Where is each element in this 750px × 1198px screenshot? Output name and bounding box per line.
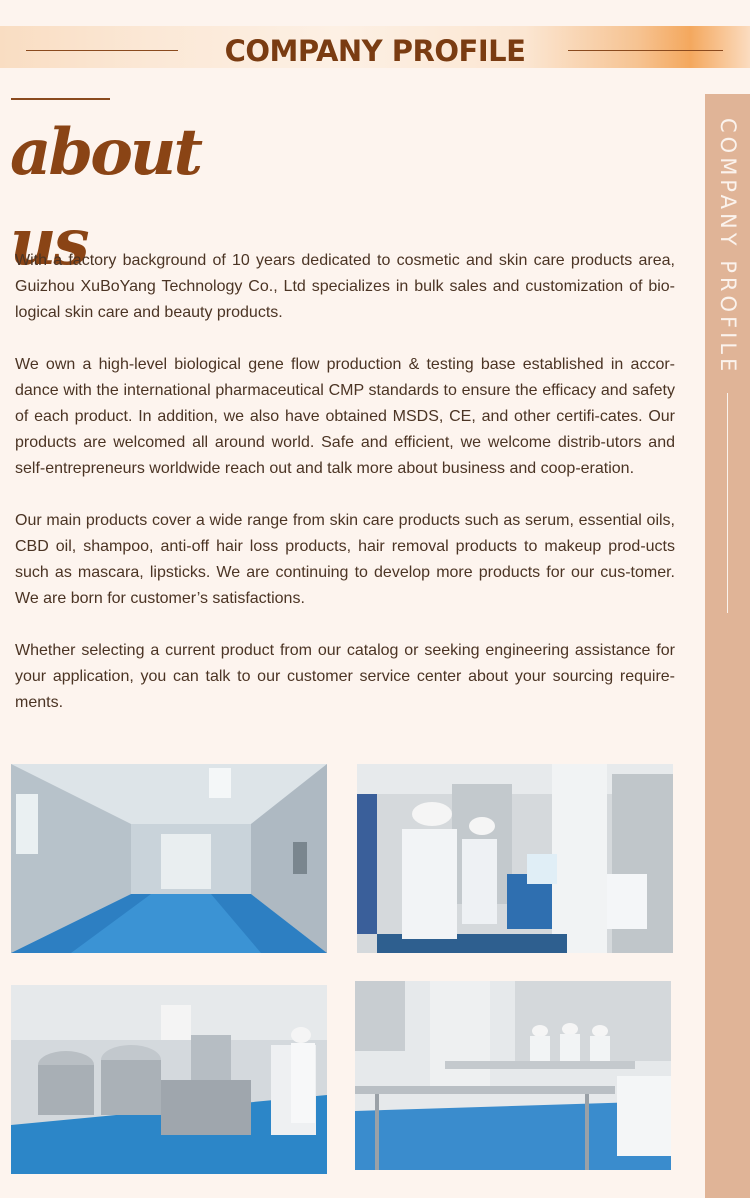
laboratory-workers-photo [357, 764, 673, 953]
page-title: COMPANY PROFILE [224, 34, 526, 68]
mixing-equipment-photo [11, 985, 327, 1174]
packing-line-photo [355, 981, 671, 1170]
paragraph-background: With a factory background of 10 years dedicated to cosmetic and skin care products area, Guizhou XuBoYang Technology Co., Ltd specializes in bulk sales and customization of bio-logical skin care and beauty products. [15, 252, 675, 321]
paragraph-contact: Whether selecting a current product from our catalog or seeking engineering assistance for your application, you can talk to our customer service center about your sourcing require-ments. [15, 642, 675, 711]
side-divider [727, 393, 728, 613]
about-rule [11, 98, 110, 100]
cleanroom-corridor-photo [11, 764, 327, 953]
side-label: COMPANY PROFILE [716, 118, 740, 376]
paragraph-production: We own a high-level biological gene flow production & testing base established in accor-dance with the international pharmaceutical CMP standards to ensure the efficacy and safety of each product. In addition, we also have obtained MSDS, CE, and other certifi-cates. Our products are welcomed all around world. Safe and efficient, we welcome distrib-utors and self-entrepreneurs worldwide reach out and talk more about business and coop-eration. [15, 356, 675, 477]
company-description [15, 248, 675, 742]
paragraph-products: Our main products cover a wide range from skin care products such as serum, essential oils, CBD oil, shampoo, anti-off hair loss products, hair removal products to makeup prod-ucts such as mascara, lipsticks. We are continuing to develop more products for our cus-tomer. We are born for customer’s satisfactions. [15, 512, 675, 607]
about-heading: about us [10, 115, 200, 280]
